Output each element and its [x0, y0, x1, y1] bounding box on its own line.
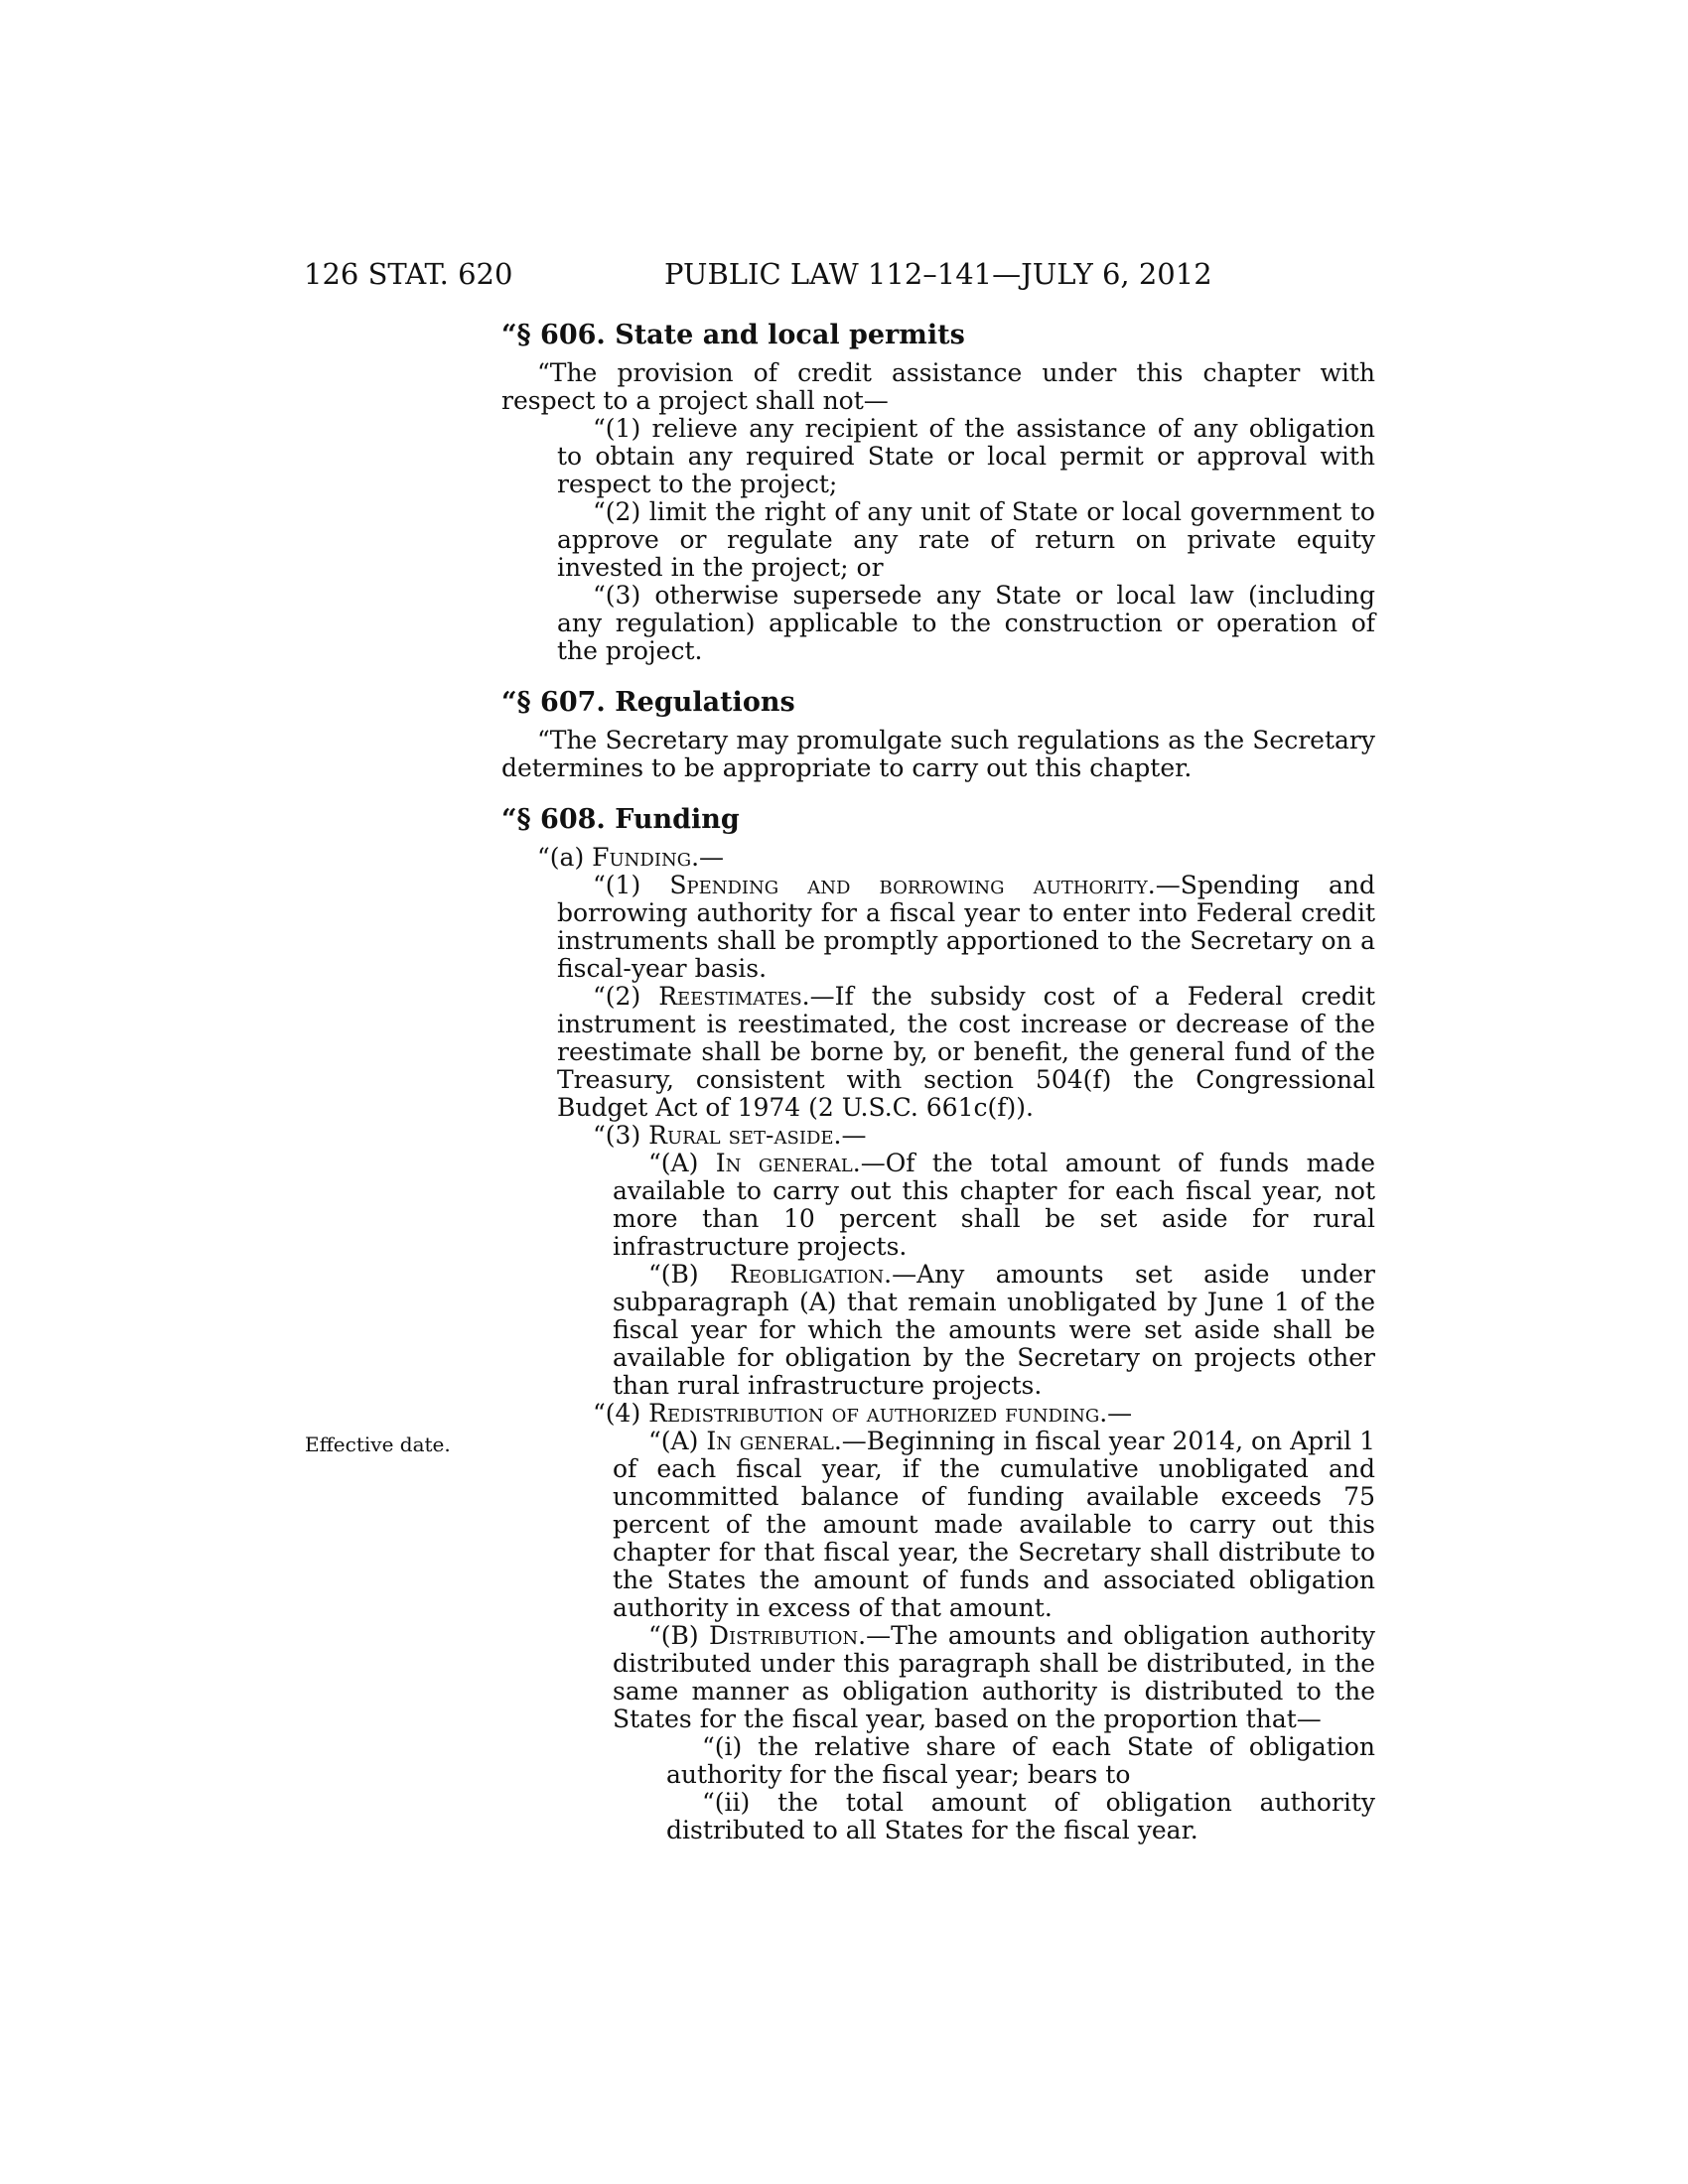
paragraph-a1: “(1) Spending and borrowing authority.—Spending and borrowing authority for a fiscal year to enter into Federal credit instruments shall be promptly apportioned to the Secretary on a fiscal-year basis.	[557, 871, 1375, 983]
subsection-a-heading: “(a) Funding.—	[537, 843, 725, 872]
section-606-heading: “§ 606. State and local permits	[501, 320, 965, 350]
paragraph-a4-heading: “(4) Redistribution of authorized funding.—	[593, 1399, 1133, 1428]
subparagraph-a3B: “(B) Reobligation.—Any amounts set aside under subparagraph (A) that remain unobligated by June 1 of the fiscal year for which the amounts were set aside shall be available for obligation by the Secretary on projects other than rural infrastructure projects.	[613, 1260, 1375, 1400]
section-606-intro: “The provision of credit assistance under this chapter with respect to a project shall not—	[501, 358, 1375, 415]
section-607-heading: “§ 607. Regulations	[501, 687, 795, 718]
section-608-heading: “§ 608. Funding	[501, 804, 740, 835]
document-body	[501, 320, 1375, 1844]
section-607-text: “The Secretary may promulgate such regulations as the Secretary determines to be appropriate to carry out this chapter.	[501, 726, 1375, 782]
paragraph-a2: “(2) Reestimates.—If the subsidy cost of a Federal credit instrument is reestimated, the cost increase or decrease of the reestimate shall be borne by, or benefit, the general fund of the Treasury, consistent with section 504(f) the Congressional Budget Act of 1974 (2 U.S.C. 661c(f)).	[557, 982, 1375, 1122]
section-606-paragraph-3: “(3) otherwise supersede any State or local law (including any regulation) applicable to the construction or operation of the project.	[557, 581, 1375, 665]
clause-a4Bi: “(i) the relative share of each State of obligation authority for the fiscal year; bears to	[666, 1732, 1375, 1789]
section-606-paragraph-2: “(2) limit the right of any unit of State or local government to approve or regulate any rate of return on private equity invested in the project; or	[557, 497, 1375, 582]
margin-note-effective-date: Effective date.	[305, 1433, 451, 1456]
subparagraph-a4A: “(A) In general.—Beginning in fiscal year 2014, on April 1 of each fiscal year, if the cumulative unobligated and uncommitted balance of funding available exceeds 75 percent of the amount made available to carry out this chapter for that fiscal year, the Secretary shall distribute to the States the amount of funds and associated obligation authority in excess of that amount.	[613, 1427, 1376, 1622]
public-law-title: PUBLIC LAW 112–141—JULY 6, 2012	[664, 257, 1212, 291]
running-head	[0, 254, 1688, 294]
clause-a4Bii: “(ii) the total amount of obligation authority distributed to all States for the fiscal year.	[666, 1788, 1375, 1844]
section-606-paragraph-1: “(1) relieve any recipient of the assistance of any obligation to obtain any required State or local permit or approval with respect to the project;	[557, 414, 1375, 498]
subparagraph-a4B: “(B) Distribution.—The amounts and obligation authority distributed under this paragraph shall be distributed, in the same manner as obligation authority is distributed to the States for the fiscal year, based on the proportion that—	[613, 1621, 1376, 1733]
paragraph-a3-heading: “(3) Rural set-aside.—	[593, 1121, 867, 1150]
subparagraph-a3A: “(A) In general.—Of the total amount of funds made available to carry out this chapter for each fiscal year, not more than 10 percent shall be set aside for rural infrastructure projects.	[613, 1149, 1375, 1261]
statute-page-number: 126 STAT. 620	[304, 257, 513, 291]
